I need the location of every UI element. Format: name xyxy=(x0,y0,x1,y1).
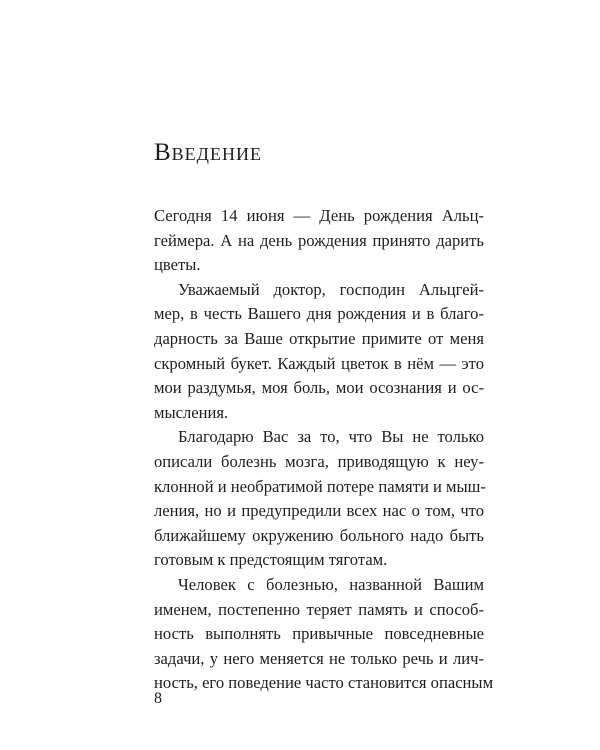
text-line: ность, его поведение часто становится опасным xyxy=(154,673,494,693)
text-line: Благодарю Вас за то, что Вы не только xyxy=(178,427,484,447)
text-line: дарность за Ваше открытие примите от меня xyxy=(154,328,484,348)
body-text xyxy=(154,204,494,696)
text-line: клонной и необратимой потере памяти и мыш- xyxy=(154,476,486,496)
text-line: ность выполнять привычные повседневные xyxy=(154,624,484,644)
text-line: мысления. xyxy=(154,402,229,422)
text-line: Человек с болезнью, названной Вашим xyxy=(178,574,484,594)
chapter-title: Введение xyxy=(154,139,262,166)
text-line: ления, но и предупредили всех нас о том, что xyxy=(154,501,484,521)
text-line: описали болезнь мозга, приводящую к неу- xyxy=(154,451,484,471)
text-line: цветы. xyxy=(154,255,201,275)
text-line: именем, постепенно теряет память и способ- xyxy=(154,599,484,619)
text-line: ближайшему окружению больного надо быть xyxy=(154,525,484,545)
text-line: геймера. А на день рождения принято дарить xyxy=(154,230,484,250)
text-line: Уважаемый доктор, господин Альцгей- xyxy=(178,279,484,299)
text-line: мер, в честь Вашего дня рождения и в благо- xyxy=(154,304,484,324)
text-line: мои раздумья, моя боль, мои осознания и ос- xyxy=(154,378,484,398)
text-line: скромный букет. Каждый цветок в нём — это xyxy=(154,353,484,373)
text-line: Сегодня 14 июня — День рождения Альц- xyxy=(154,206,484,225)
page-number: 8 xyxy=(154,690,162,707)
text-line: задачи, у него меняется не только речь и лич- xyxy=(154,648,484,668)
text-line: готовым к предстоящим тяготам. xyxy=(154,550,388,570)
